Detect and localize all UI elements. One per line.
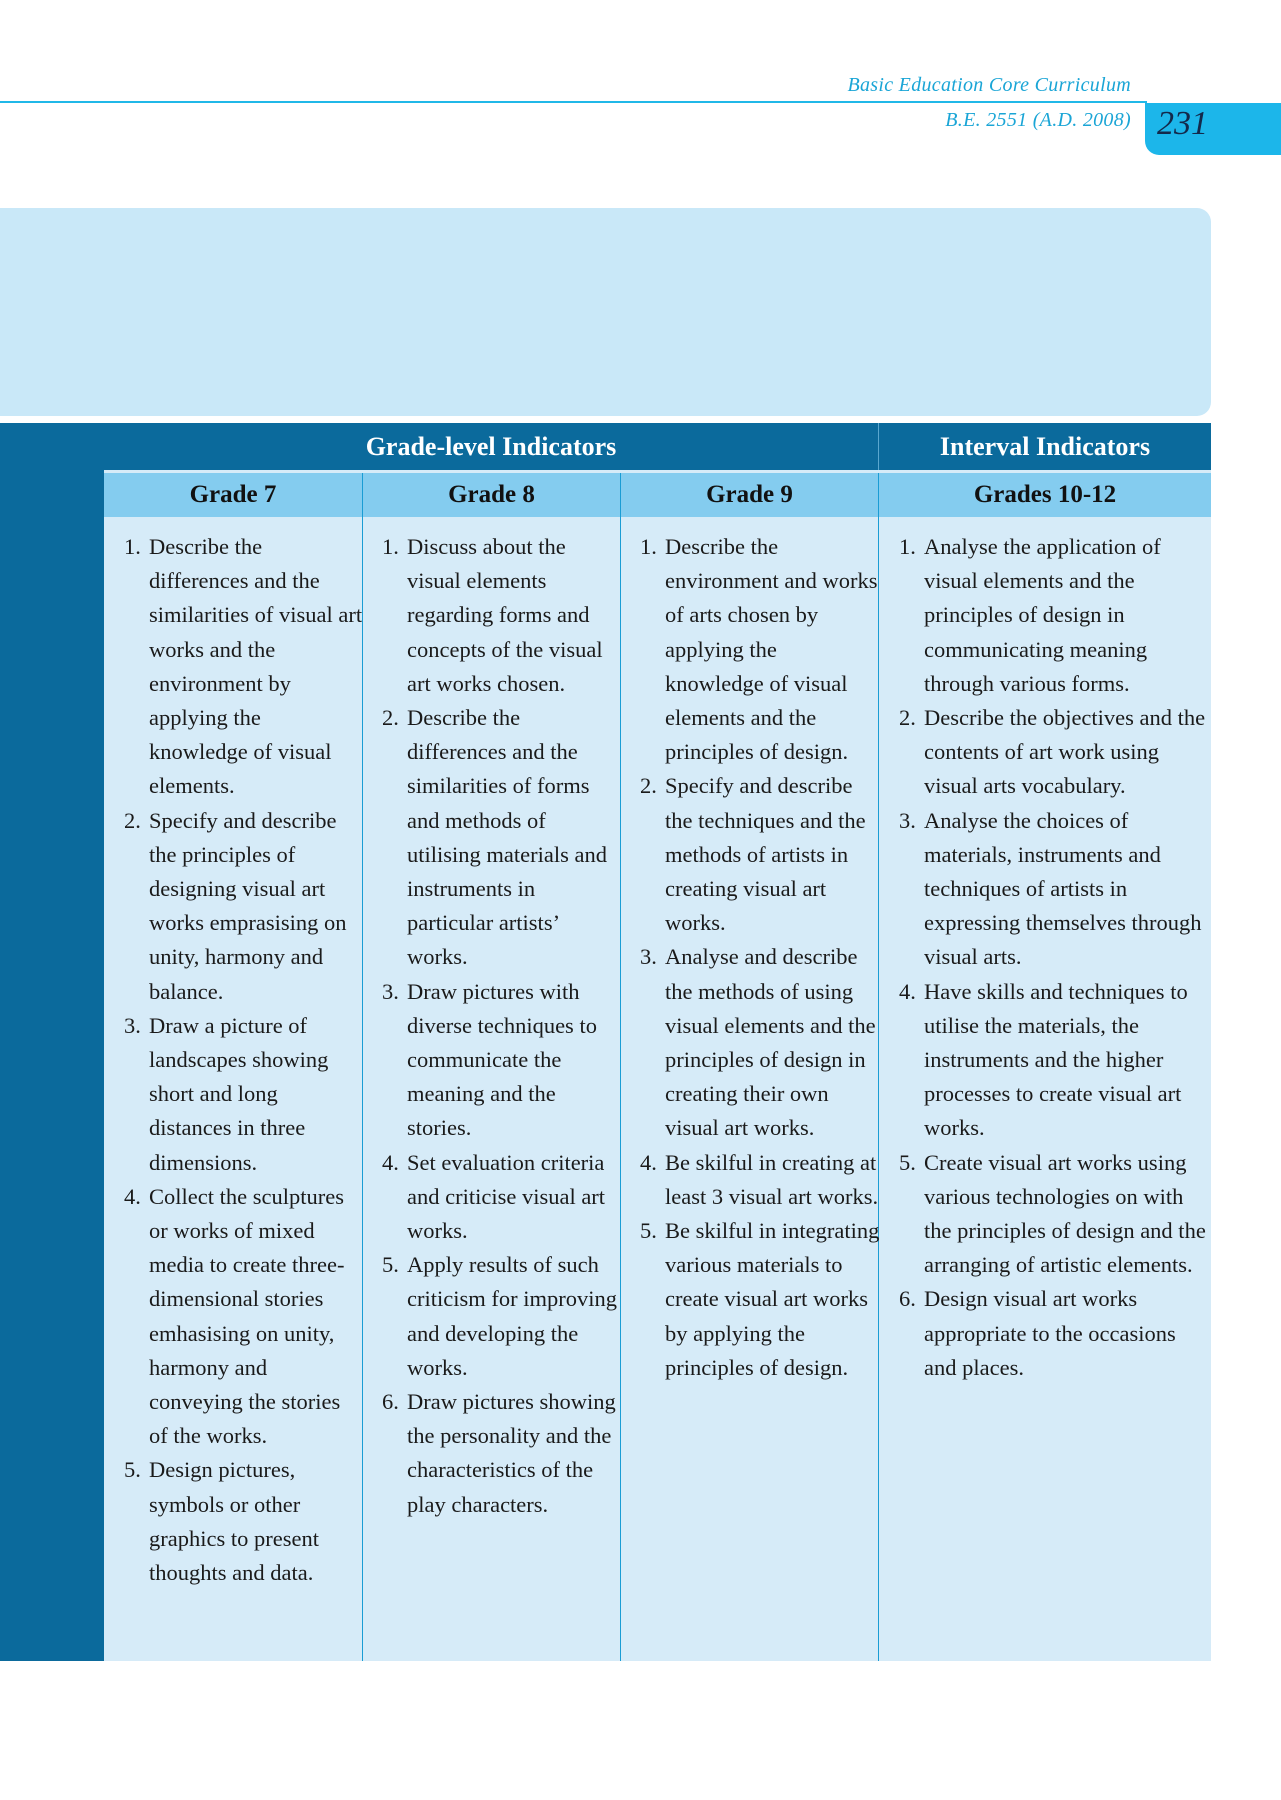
group-header-row [104, 423, 1211, 470]
indicator-item [640, 1146, 880, 1214]
indicator-item [899, 530, 1209, 701]
indicator-number: 4. [640, 1149, 657, 1175]
indicator-text: Analyse the choices of materials, instruments and techniques of artists in expressing themselves through visual arts. [924, 807, 1202, 970]
column-header-grade-9: Grade 9 [706, 481, 793, 508]
indicator-item [124, 530, 364, 804]
indicator-number: 2. [382, 705, 399, 731]
indicator-number: 1. [124, 534, 141, 559]
indicator-text: Create visual art works using various technologies on with the principles of design and the arranging of artistic elements. [924, 1149, 1206, 1278]
column-header-grade-7: Grade 7 [189, 481, 277, 508]
indicator-text: Design visual art works appropriate to the occasions and places. [924, 1286, 1176, 1380]
indicator-item [899, 701, 1209, 804]
indicator-text: Analyse and describe the methods of using visual elements and the principles of design in creating their own visual art works. [665, 944, 876, 1141]
indicator-text: Apply results of such criticism for improving and developing the works. [407, 1252, 617, 1380]
column-header-grade-8: Grade 8 [448, 481, 535, 508]
indicator-text: Describe the environment and works of arts chosen by applying the knowledge of visual elements and the principles of design. [665, 534, 878, 765]
indicator-item [124, 804, 364, 1009]
indicator-number: 2. [640, 773, 657, 799]
indicator-item [382, 1385, 622, 1522]
column-grade-7 [124, 530, 364, 1590]
indicator-item [640, 940, 880, 1145]
page-number: 231 [1157, 105, 1208, 142]
indicator-text: Specify and describe the principles of designing visual art works emprasising on unity, harmony and balance. [149, 807, 347, 1004]
indicator-item [124, 1453, 364, 1590]
indicator-number: 5. [640, 1218, 657, 1244]
top-banner-panel [0, 208, 1211, 416]
indicator-number: 3. [124, 1012, 141, 1038]
indicator-text: Draw pictures with diverse techniques to communicate the meaning and the stories. [407, 978, 597, 1141]
grade-header-row [104, 473, 1211, 517]
left-color-band [0, 423, 104, 1661]
indicator-item [899, 1146, 1209, 1283]
indicator-text: Set evaluation criteria and criticise visual art works. [407, 1149, 606, 1244]
running-header-title: Basic Education Core Curriculum [847, 74, 1131, 96]
indicator-item [899, 975, 1209, 1146]
indicator-number: 5. [124, 1457, 141, 1483]
column-grades-10-12 [899, 530, 1209, 1385]
indicator-number: 4. [124, 1183, 141, 1209]
indicator-item [640, 769, 880, 940]
indicator-number: 1. [640, 534, 657, 559]
page-number-tab [1145, 103, 1281, 155]
indicator-item [382, 701, 622, 975]
header-rule [0, 101, 1147, 103]
indicator-text: Describe the differences and the similarities of forms and methods of utilising materials and instruments in particular artists’ works. [407, 705, 607, 970]
indicator-number: 3. [640, 944, 657, 970]
indicator-number: 1. [382, 534, 399, 559]
indicator-number: 4. [899, 978, 916, 1004]
indicator-text: Analyse the application of visual elements and the principles of design in communicating meaning through various forms. [924, 534, 1161, 696]
interval-indicators-header: Interval Indicators [939, 432, 1151, 461]
indicator-item [124, 1009, 364, 1180]
indicator-text: Design pictures, symbols or other graphics to present thoughts and data. [149, 1457, 319, 1586]
indicator-number: 4. [382, 1149, 399, 1175]
indicator-number: 6. [382, 1389, 399, 1415]
grade-level-indicators-header: Grade-level Indicators [365, 432, 617, 461]
indicator-number: 5. [382, 1252, 399, 1278]
indicator-text: Be skilful in creating at least 3 visual art works. [665, 1149, 879, 1209]
indicator-item [899, 804, 1209, 975]
indicator-text: Discuss about the visual elements regarding forms and concepts of the visual art works chosen. [407, 534, 603, 696]
running-header-edition: B.E. 2551 (A.D. 2008) [945, 109, 1131, 131]
indicator-text: Collect the sculptures or works of mixed media to create three-dimensional stories emhasising on unity, harmony and conveying the stories of the works. [149, 1183, 345, 1449]
indicator-item [640, 530, 880, 769]
indicator-item [382, 1248, 622, 1385]
indicators-table [104, 423, 1211, 1661]
column-header-grades-10-12: Grades 10-12 [973, 481, 1117, 508]
column-grade-9 [640, 530, 880, 1385]
indicator-text: Be skilful in integrating various materials to create visual art works by applying the principles of design. [665, 1218, 880, 1380]
indicator-text: Draw pictures showing the personality and the characteristics of the play characters. [407, 1389, 616, 1517]
indicator-item [382, 975, 622, 1146]
indicator-number: 1. [899, 534, 916, 559]
indicator-text: Draw a picture of landscapes showing short and long distances in three dimensions. [149, 1012, 329, 1175]
indicator-text: Specify and describe the techniques and the methods of artists in creating visual art works. [665, 773, 866, 936]
indicator-text: Describe the differences and the similarities of visual art works and the environment by applying the knowledge of visual elements. [149, 534, 363, 799]
indicator-item [382, 530, 622, 701]
indicator-number: 2. [899, 705, 916, 731]
indicator-number: 3. [899, 807, 916, 833]
indicator-item [382, 1146, 622, 1249]
indicator-item [124, 1180, 364, 1454]
indicator-item [640, 1214, 880, 1385]
indicator-number: 2. [124, 807, 141, 833]
indicator-number: 3. [382, 978, 399, 1004]
column-grade-8 [382, 530, 622, 1522]
indicator-text: Describe the objectives and the contents of art work using visual arts vocabulary. [924, 705, 1206, 799]
indicator-number: 5. [899, 1149, 916, 1175]
indicator-number: 6. [899, 1286, 916, 1312]
indicator-text: Have skills and techniques to utilise the materials, the instruments and the higher processes to create visual art works. [924, 978, 1188, 1141]
indicator-item [899, 1282, 1209, 1385]
